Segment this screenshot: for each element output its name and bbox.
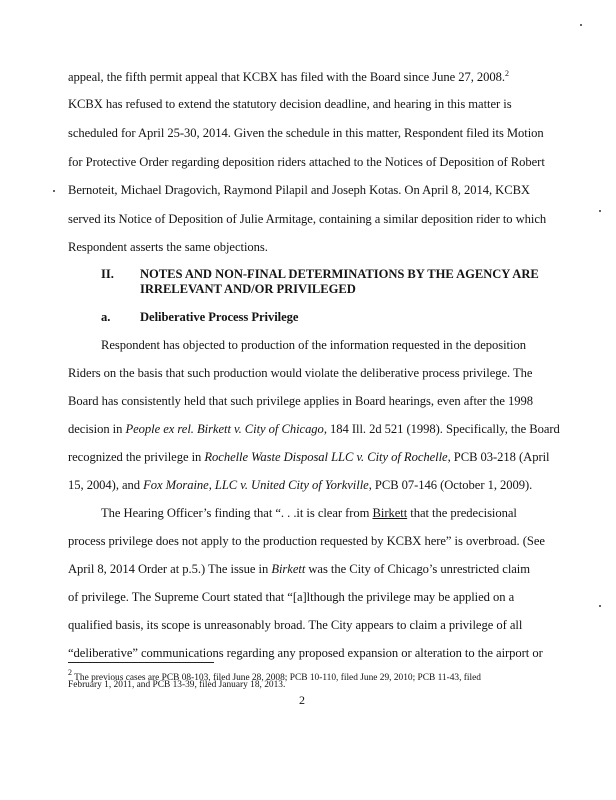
- footnote-line: February 1, 2011, and PCB 13-39, filed January 18, 2013.: [68, 680, 286, 690]
- subsection-letter: a.: [101, 310, 111, 324]
- case-citation: Rochelle Waste Disposal LLC v. City of Rochelle: [204, 450, 448, 464]
- body-line: for Protective Order regarding deposition riders attached to the Notices of Deposition of Robert: [68, 155, 545, 169]
- body-line: Bernoteit, Michael Dragovich, Raymond Pilapil and Joseph Kotas. On April 8, 2014, KCBX: [68, 183, 530, 197]
- footnote-marker: 2: [68, 668, 72, 677]
- scan-speck: [599, 605, 601, 607]
- body-line: April 8, 2014 Order at p.5.) The issue in Birkett was the City of Chicago’s unrestricted claim: [68, 562, 530, 576]
- body-line: “deliberative” communications regarding any proposed expansion or alteration to the airport or: [68, 646, 543, 660]
- scan-speck: [599, 210, 601, 212]
- section-title-continued: IRRELEVANT AND/OR PRIVILEGED: [140, 282, 356, 296]
- body-line: decision in People ex rel. Birkett v. City of Chicago, 184 Ill. 2d 521 (1998). Specifically, the Board: [68, 422, 560, 436]
- body-line: Respondent asserts the same objections.: [68, 240, 268, 254]
- footnote-reference: 2: [505, 69, 509, 78]
- section-number: II.: [101, 267, 114, 281]
- body-line: appeal, the fifth permit appeal that KCBX has filed with the Board since June 27, 2008.$^2$: [68, 69, 509, 84]
- footnote-separator: [68, 662, 214, 663]
- subsection-title: Deliberative Process Privilege: [140, 310, 299, 324]
- body-line: process privilege does not apply to the production requested by KCBX here” is overbroad. (See: [68, 534, 545, 548]
- body-line: of privilege. The Supreme Court stated that “[a]lthough the privilege may be applied on a: [68, 590, 515, 604]
- footnote-line: $^2$ The previous cases are PCB 08-103, filed June 28, 2008; PCB 10-110, filed June 29, 2010; PCB 11-43, filed: [68, 668, 481, 683]
- body-line: 15, 2004), and Fox Moraine, LLC v. United City of Yorkville, PCB 07-146 (October 1, 2009).: [68, 478, 533, 492]
- body-line: Board has consistently held that such privilege applies in Board hearings, even after the 1998: [68, 394, 533, 408]
- case-citation: People ex rel. Birkett v. City of Chicago: [125, 422, 324, 436]
- case-citation: Fox Moraine, LLC v. United City of Yorkville: [143, 478, 369, 492]
- body-line: scheduled for April 25-30, 2014. Given the schedule in this matter, Respondent filed its Motion: [68, 126, 544, 140]
- body-line: served its Notice of Deposition of Julie Armitage, containing a similar deposition rider to which: [68, 212, 547, 226]
- scan-speck: [580, 24, 582, 26]
- section-title: NOTES AND NON-FINAL DETERMINATIONS BY THE AGENCY ARE: [140, 267, 539, 281]
- case-citation: Birkett: [271, 562, 306, 576]
- body-line: KCBX has refused to extend the statutory decision deadline, and hearing in this matter is: [68, 97, 512, 111]
- body-line: qualified basis, its scope is unreasonably broad. The City appears to claim a privilege of all: [68, 618, 523, 632]
- body-line: The Hearing Officer’s finding that “. . .it is clear from Birkett that the predecisional: [101, 506, 517, 520]
- case-citation: Birkett: [372, 506, 408, 520]
- body-line: Riders on the basis that such production would violate the deliberative process privilege. The: [68, 366, 533, 380]
- body-line: Respondent has objected to production of the information requested in the deposition: [101, 338, 526, 352]
- body-line: recognized the privilege in Rochelle Waste Disposal LLC v. City of Rochelle, PCB 03-218 (April: [68, 450, 550, 464]
- page-number: 2: [299, 693, 305, 707]
- scan-speck: [53, 190, 55, 192]
